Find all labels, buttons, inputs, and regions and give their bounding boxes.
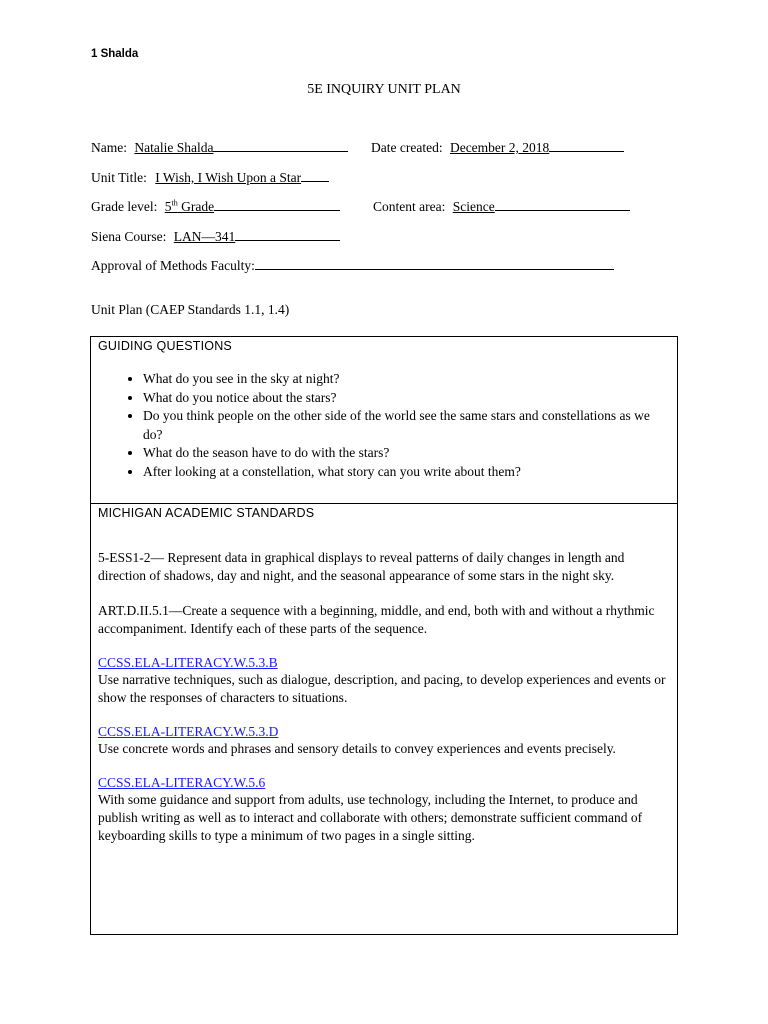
siena-course-value: LAN—341 [173, 229, 236, 244]
standard-link-w56[interactable]: CCSS.ELA-LITERACY.W.5.6 [98, 775, 266, 790]
standard-ess: 5-ESS1-2— Represent data in graphical displays to reveal patterns of daily changes in length and direction of shadows, day and night, and the seasonal appearance of some stars in the night sky. [98, 550, 625, 583]
standard-item [98, 655, 670, 707]
date-underline [549, 139, 624, 152]
standard-text: Use concrete words and phrases and sensory details to convey experiences and events precisely. [98, 741, 616, 756]
guiding-question: • After looking at a constellation, what story can you write about them? [143, 463, 670, 482]
standard-link-w53d[interactable]: CCSS.ELA-LITERACY.W.5.3.D [98, 724, 279, 739]
grade-row [91, 198, 340, 215]
siena-course-row [91, 228, 340, 245]
siena-course-underline [235, 228, 340, 241]
standard-item [98, 775, 670, 845]
date-row [371, 139, 624, 156]
approval-signature-line[interactable] [255, 257, 614, 270]
guiding-question: • What do you notice about the stars? [143, 389, 670, 408]
standard-text: Use narrative techniques, such as dialogue, description, and pacing, to develop experiences and events or show the responses of characters to situations. [98, 672, 666, 705]
grade-underline [214, 198, 340, 211]
grade-label: Grade level: [91, 199, 158, 214]
standards-cell [91, 504, 678, 935]
approval-row [91, 257, 614, 274]
siena-course-label: Siena Course: [91, 229, 167, 244]
content-area-label: Content area: [373, 199, 446, 214]
name-value: Natalie Shalda [134, 140, 214, 155]
name-row [91, 139, 348, 156]
document-title: 5E INQUIRY UNIT PLAN [307, 82, 461, 97]
name-underline [213, 139, 348, 152]
content-area-underline [495, 198, 630, 211]
standard-text: With some guidance and support from adults, use technology, including the Internet, to produce and publish writing as well as to interact and collaborate with others; demonstrate sufficient command of keyboarding skills to type a minimum of two pages in a single sitting. [98, 792, 643, 843]
unit-title-label: Unit Title: [91, 170, 147, 185]
approval-label: Approval of Methods Faculty: [91, 258, 255, 273]
unit-plan-heading: Unit Plan (CAEP Standards 1.1, 1.4) [91, 302, 290, 317]
standard-link-w53b[interactable]: CCSS.ELA-LITERACY.W.5.3.B [98, 655, 278, 670]
guiding-questions-heading: GUIDING QUESTIONS [98, 339, 232, 353]
unit-title-row [91, 169, 329, 186]
grade-word: Grade [181, 199, 215, 214]
date-label: Date created: [371, 140, 443, 155]
content-area-row [373, 198, 630, 215]
guiding-question: • Do you think people on the other side of the world see the same stars and constellations as we do? [143, 407, 670, 444]
date-value: December 2, 2018 [449, 140, 550, 155]
grade-number: 5 [164, 199, 172, 214]
guiding-questions-list [98, 370, 670, 481]
standard-art: ART.D.II.5.1—Create a sequence with a beginning, middle, and end, both with and without a rhythmic accompaniment. Identify each of these parts of the sequence. [98, 603, 655, 636]
grade-suffix: th [171, 198, 178, 208]
page-header-author: 1 Shalda [91, 48, 139, 60]
guiding-questions-cell [91, 337, 678, 504]
grade-value [165, 199, 214, 214]
content-area-value: Science [452, 199, 495, 214]
unit-title-value: I Wish, I Wish Upon a Star [155, 170, 302, 185]
name-label: Name: [91, 140, 127, 155]
guiding-question: • What do you see in the sky at night? [143, 370, 670, 389]
guiding-question: • What do the season have to do with the stars? [143, 444, 670, 463]
unit-plan-table [90, 336, 678, 935]
unit-title-underline [301, 169, 329, 182]
standards-heading: MICHIGAN ACADEMIC STANDARDS [98, 506, 315, 520]
standard-item [98, 724, 670, 758]
